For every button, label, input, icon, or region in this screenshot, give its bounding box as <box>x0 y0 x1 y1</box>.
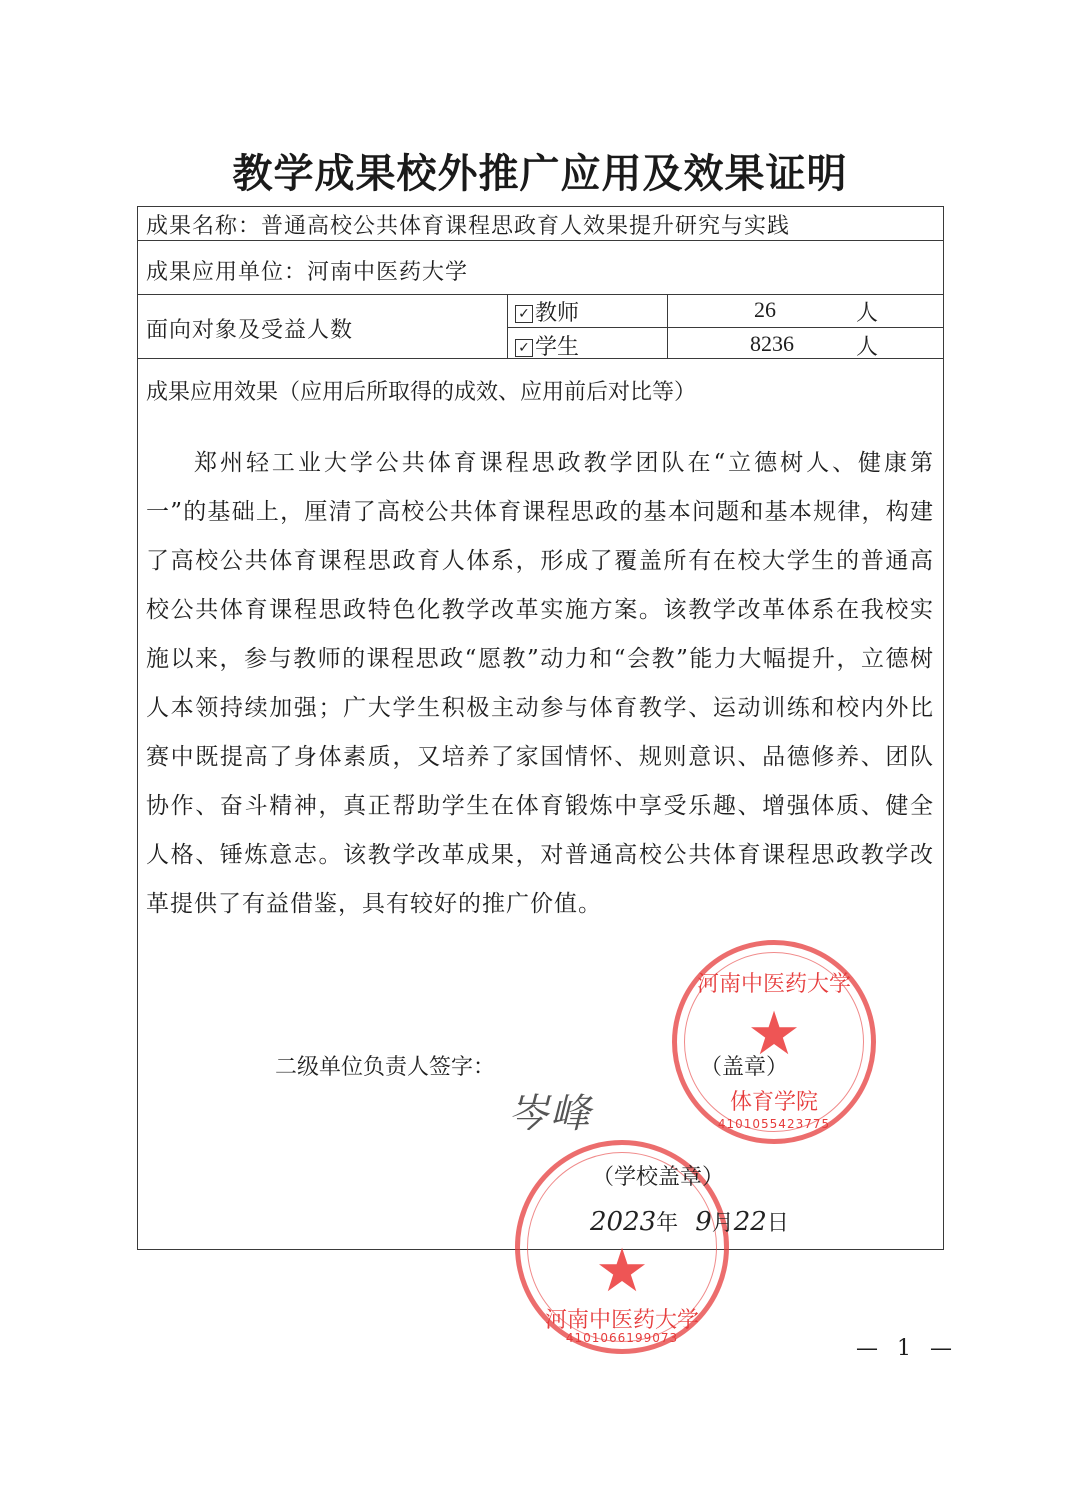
date <box>590 1206 789 1237</box>
handwritten-signature: 岑峰 <box>508 1091 592 1137</box>
star-icon: ★ <box>595 1236 649 1307</box>
stamp-code: 4101066199073 <box>565 1331 679 1345</box>
document-title: 教学成果校外推广应用及效果证明 <box>232 150 848 197</box>
beneficiaries-row <box>138 295 943 359</box>
date-month-label: 月 <box>711 1211 734 1236</box>
achievement-name-row <box>138 207 943 241</box>
achievement-name: 成果名称：普通高校公共体育课程思政育人效果提升研究与实践 <box>146 214 791 239</box>
school-seal-note: （学校盖章） <box>592 1165 725 1190</box>
page-number: — 1 — <box>856 1336 958 1361</box>
date-day-label: 日 <box>766 1211 789 1236</box>
student-label: 学生 <box>535 335 580 360</box>
application-unit-row <box>138 241 943 295</box>
student-count: 8236 <box>750 331 794 356</box>
teacher-label: 教师 <box>535 301 580 326</box>
effect-body: 郑州轻工业大学公共体育课程思政教学团队在“立德树人、健康第一”的基础上，厘清了高校公共体育课程思政的基本问题和基本规律，构建了高校公共体育课程思政育人体系，形成了覆盖所有在校大学生的普通高校公共体育课程思政特色化教学改革实施方案。该教学改革体系在我校实施以来，参与教师的课程思政“愿教”动力和“会教”能力大幅提升，立德树人本领持续加强；广大学生积极主动参与体育教学、运动训练和校内外比赛中既提高了身体素质，又培养了家国情怀、规则意识、品德修养、团队协作、奋斗精神，真正帮助学生在体育锻炼中享受乐趣、增强体质、健全人格、锤炼意志。该教学改革成果，对普通高校公共体育课程思政教学改革提供了有益借鉴，具有较好的推广价值。 <box>146 450 934 917</box>
divider <box>507 327 943 328</box>
signature-label: 二级单位负责人签字： <box>275 1055 496 1080</box>
checkbox-checked-icon: ✓ <box>515 339 533 357</box>
checkbox-checked-icon: ✓ <box>515 305 533 323</box>
date-year: 2023 <box>590 1207 657 1237</box>
date-month: 9 <box>695 1207 712 1237</box>
stamp-text-bottom: 体育学院 <box>729 1090 818 1115</box>
date-year-label: 年 <box>656 1211 679 1236</box>
student-unit: 人 <box>856 335 879 360</box>
effect-heading: 成果应用效果（应用后所取得的成效、应用前后对比等） <box>146 380 697 405</box>
beneficiaries-label: 面向对象及受益人数 <box>146 318 354 343</box>
star-icon: ★ <box>747 999 801 1070</box>
student-group <box>515 330 579 361</box>
teacher-group <box>515 296 579 327</box>
stamp-text-top: 河南中医药大学 <box>696 972 851 997</box>
dept-seal-note: （盖章） <box>700 1055 789 1080</box>
department-stamp <box>672 940 876 1144</box>
stamp-code: 4101055423775 <box>717 1117 831 1131</box>
date-day: 22 <box>733 1207 767 1237</box>
teacher-unit: 人 <box>856 301 879 326</box>
stamp-text: 河南中医药大学 <box>544 1308 699 1333</box>
teacher-count: 26 <box>754 297 776 322</box>
application-unit: 成果应用单位：河南中医药大学 <box>146 260 469 285</box>
